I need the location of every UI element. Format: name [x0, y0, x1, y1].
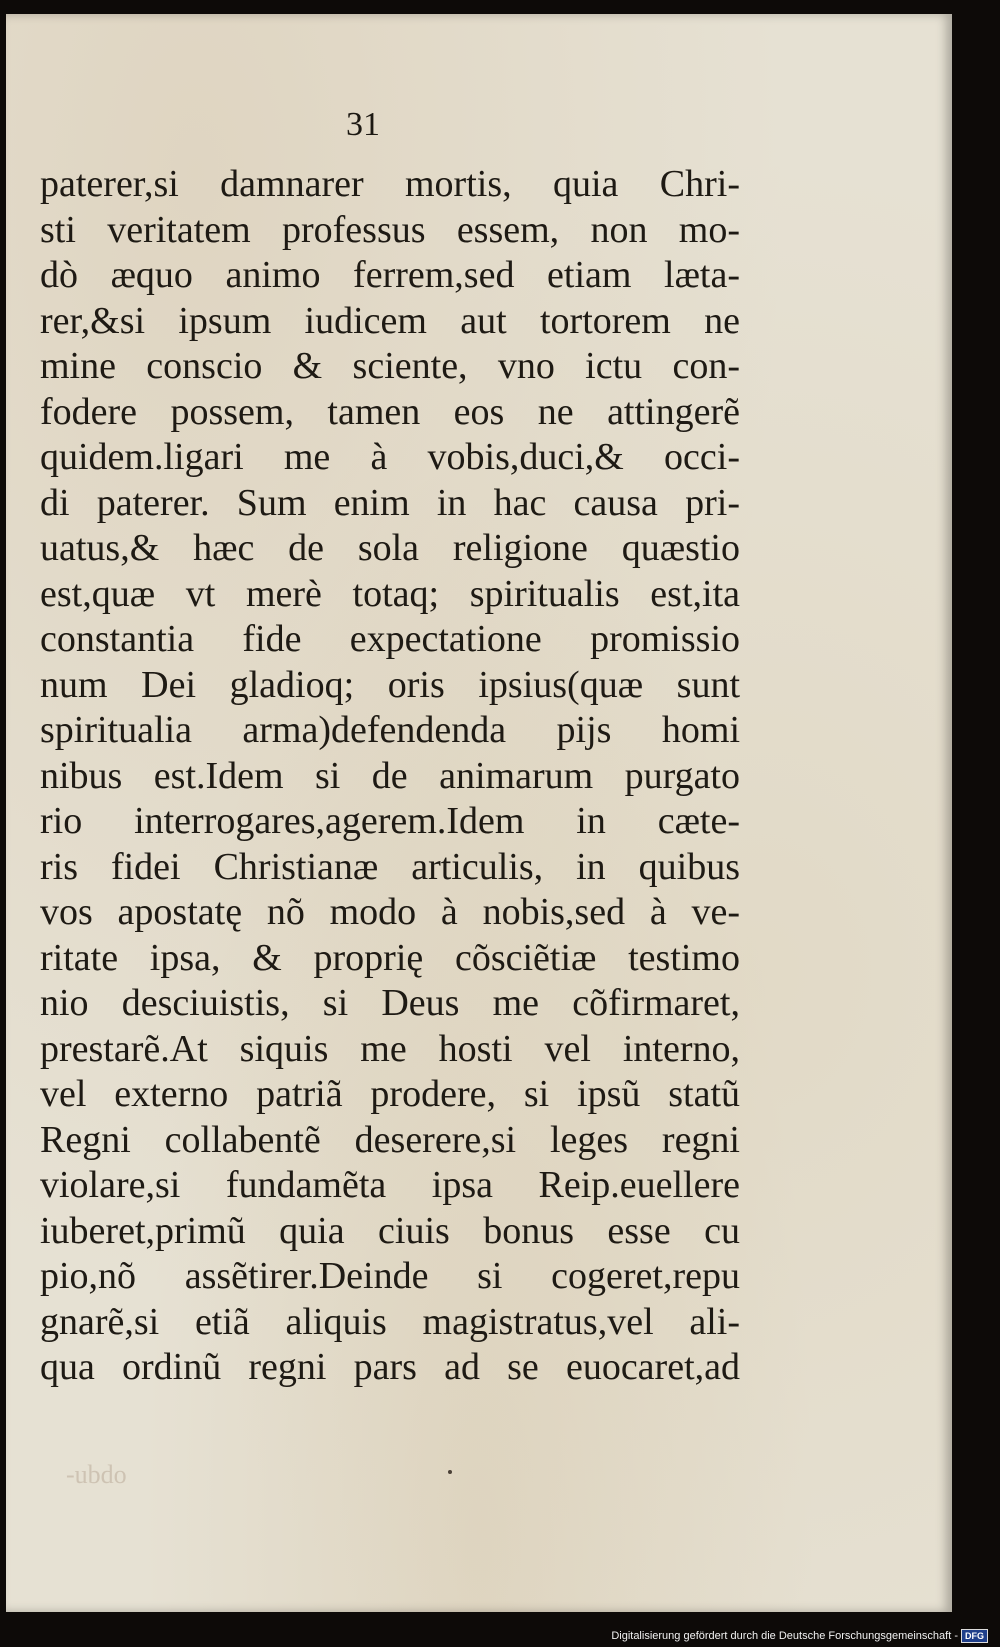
text-line: Regni collabentẽ deserere,si leges regni — [40, 1118, 740, 1161]
text-line: est,quæ vt merè totaq; spiritualis est,ita — [40, 572, 740, 615]
text-line: di paterer. Sum enim in hac causa pri- — [40, 481, 740, 524]
text-line: pio,nõ assẽtirer.Deinde si cogeret,repu — [40, 1255, 740, 1297]
text-line: vel externo patriã prodere, si ipsũ statũ — [40, 1073, 740, 1115]
text-line: prestarẽ.At siquis me hosti vel interno, — [40, 1027, 740, 1070]
text-line: gnarẽ,si etiã aliquis magistratus,vel ali- — [40, 1300, 740, 1343]
text-line: ritate ipsa, & proprię cõsciẽtiæ testimo — [40, 936, 740, 979]
text-line: paterer,si damnarer mortis, quia Chri- — [40, 163, 740, 205]
book-page — [6, 14, 952, 1612]
text-line: mine conscio & sciente, vno ictu con- — [40, 345, 740, 387]
text-line: vos apostatę nõ modo à nobis,sed à ve- — [40, 891, 740, 933]
text-line: qua ordinũ regni pars ad se euocaret,ad — [40, 1346, 740, 1388]
text-line: nio desciuistis, si Deus me cõfirmaret, — [40, 982, 740, 1024]
body-text — [40, 162, 740, 1391]
text-line: nibus est.Idem si de animarum purgato — [40, 754, 740, 797]
text-line: fodere possem, tamen eos ne attingerẽ — [40, 390, 740, 433]
text-line: rer,&si ipsum iudicem aut tortorem ne — [40, 299, 740, 342]
bleed-through-text: -ubdo — [66, 1460, 127, 1489]
text-line: constantia fide expectatione promissio — [40, 618, 740, 660]
dfg-logo-icon: DFG — [961, 1629, 988, 1643]
text-line: sti veritatem professus essem, non mo- — [40, 208, 740, 251]
text-line: violare,si fundamẽta ipsa Reip.euellere — [40, 1164, 740, 1206]
text-line: dò æquo animo ferrem,sed etiam læta- — [40, 254, 740, 296]
page-number: 31 — [346, 106, 380, 143]
text-line: num Dei gladioq; oris ipsius(quæ sunt — [40, 663, 740, 706]
text-line: quidem.ligari me à vobis,duci,& occi- — [40, 436, 740, 478]
text-line: rio interrogares,agerem.Idem in cæte- — [40, 800, 740, 842]
credit-text: Digitalisierung gefördert durch die Deutsche Forschungsgemeinschaft - — [611, 1630, 958, 1642]
text-line: uatus,& hæc de sola religione quæstio — [40, 527, 740, 569]
text-line: ris fidei Christianæ articulis, in quibus — [40, 845, 740, 888]
digitization-credit — [611, 1629, 988, 1643]
text-line: spiritualia arma)defendenda pijs homi — [40, 709, 740, 751]
ink-speck — [448, 1470, 452, 1474]
text-line: iuberet,primũ quia ciuis bonus esse cu — [40, 1209, 740, 1252]
